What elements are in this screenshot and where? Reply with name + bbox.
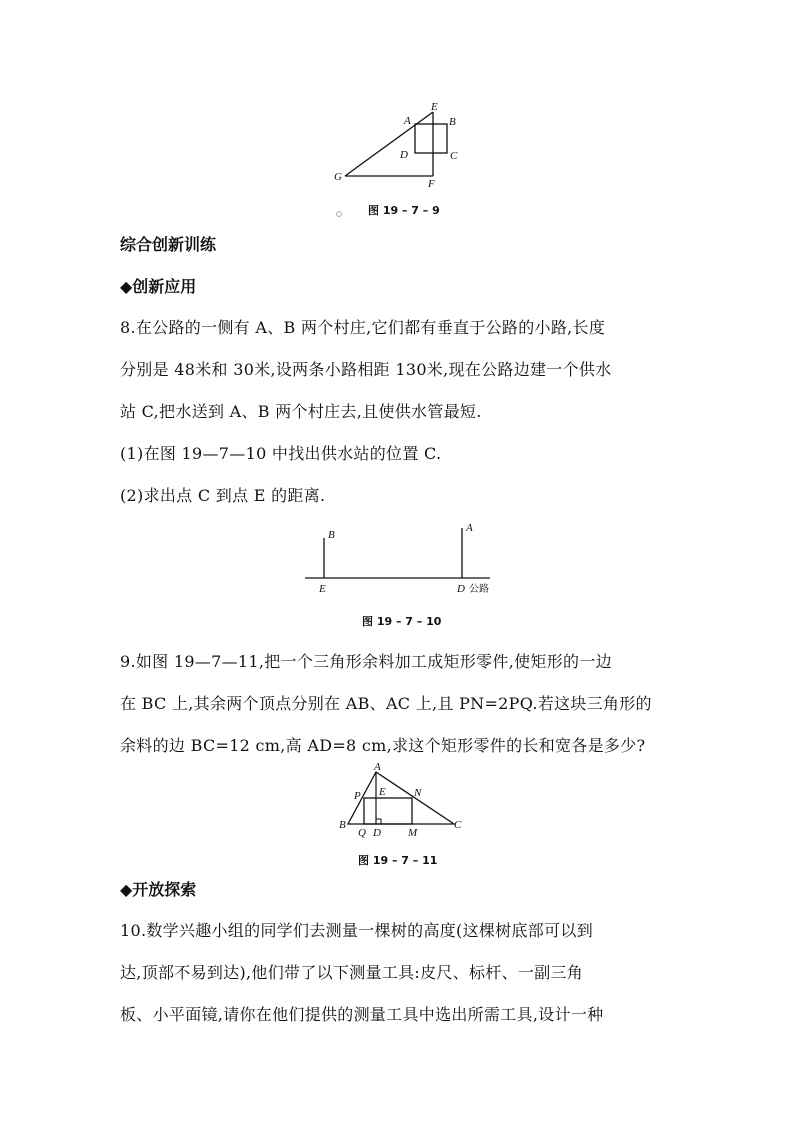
label-B: B [328, 529, 335, 541]
figure-19-7-11-diagram [336, 760, 466, 840]
label-Q: Q [358, 827, 366, 839]
problem-10-line-1: 10.数学兴趣小组的同学们去测量一棵树的高度(这棵树底部可以到 [120, 921, 593, 940]
label-E: E [319, 583, 326, 595]
line-GE [345, 112, 433, 176]
subsection-open-exploration: ◆开放探索 [120, 880, 197, 899]
figure-19-7-10-diagram [300, 520, 500, 600]
section-title: 综合创新训练 [120, 235, 217, 254]
problem-8-line-2: 分别是 48米和 30米,设两条小路相距 130米,现在公路边建一个供水 [120, 360, 612, 379]
label-D: D [373, 827, 381, 839]
figure-19-7-11 [336, 760, 466, 840]
figure-caption-1: 图 19 – 7 – 9 [368, 204, 440, 217]
problem-8-part-2: (2)求出点 C 到点 E 的距离. [120, 486, 326, 505]
label-B: B [339, 819, 346, 831]
label-M: M [408, 827, 418, 839]
label-B: B [449, 116, 456, 128]
subsection-innovative-application: ◆创新应用 [120, 277, 197, 296]
figure-caption-3: 图 19 – 7 – 11 [358, 854, 438, 867]
label-C: C [450, 150, 458, 162]
figure-19-7-10 [300, 520, 500, 600]
label-road: 公路 [469, 584, 489, 595]
problem-8-line-3: 站 C,把水送到 A、B 两个村庄去,且使供水管最短. [120, 402, 482, 421]
right-angle-mark [376, 819, 381, 824]
square-ABCD [415, 124, 447, 153]
label-G: G [334, 171, 342, 183]
label-E: E [431, 101, 438, 113]
label-N: N [414, 787, 422, 799]
problem-9-line-1: 9.如图 19—7—11,把一个三角形余料加工成矩形零件,使矩形的一边 [120, 652, 612, 671]
label-C: C [454, 819, 462, 831]
rectangle-PNMQ [364, 798, 412, 824]
problem-8-line-1: 8.在公路的一侧有 A、B 两个村庄,它们都有垂直于公路的小路,长度 [120, 318, 606, 337]
label-D: D [400, 149, 408, 161]
problem-9-line-2: 在 BC 上,其余两个顶点分别在 AB、AC 上,且 PN=2PQ.若这块三角形的 [120, 694, 652, 713]
figure-19-7-9 [330, 100, 470, 192]
label-F: F [428, 178, 435, 190]
label-D: D [457, 583, 465, 595]
problem-10-line-2: 达,顶部不易到达),他们带了以下测量工具:皮尺、标杆、一副三角 [120, 963, 584, 982]
figure-caption-2: 图 19 – 7 – 10 [362, 615, 442, 628]
label-P: P [354, 790, 361, 802]
problem-9-line-3: 余料的边 BC=12 cm,高 AD=8 cm,求这个矩形零件的长和宽各是多少? [120, 736, 646, 755]
label-A: A [404, 115, 411, 127]
small-circle-mark [336, 211, 342, 217]
label-A: A [466, 522, 473, 534]
problem-8-part-1: (1)在图 19—7—10 中找出供水站的位置 C. [120, 444, 442, 463]
label-A: A [374, 761, 381, 773]
problem-10-line-3: 板、小平面镜,请你在他们提供的测量工具中选出所需工具,设计一种 [120, 1005, 604, 1024]
label-E: E [379, 786, 386, 798]
figure-19-7-9-diagram [330, 100, 470, 192]
